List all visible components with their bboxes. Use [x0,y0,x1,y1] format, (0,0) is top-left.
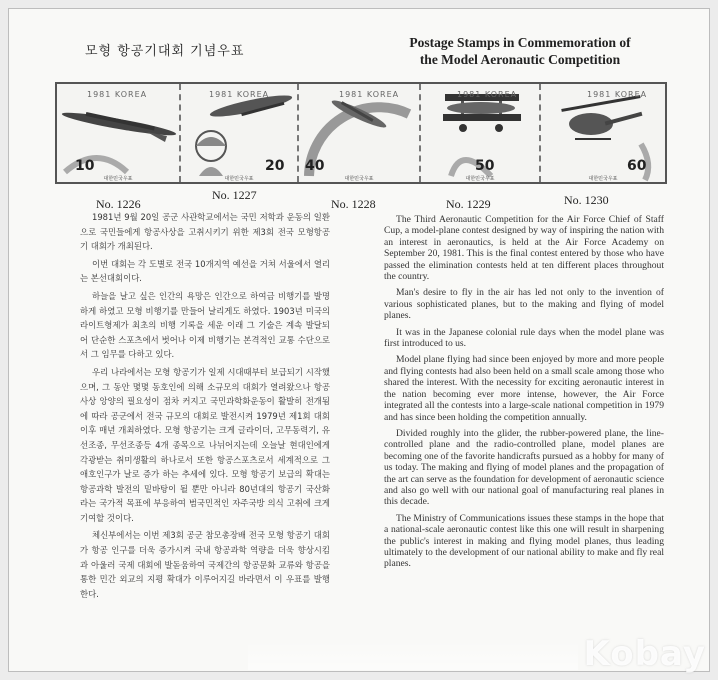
english-paragraph: The Third Aeronautic Competition for the Air Force Chief of Staff Cup, a model-plane contest designed by way of inspiring the nation with an interest in aeronautics, is held at the Air Force Academy on September 20, 1981. This is the final contest entered by those who have passed the elimination contests held at ten different places throughout the country. [384,214,664,283]
stamp-caption: 대한민국우표 [465,176,495,182]
stamp-strip [55,82,667,184]
stamp-denomination: 20 [265,158,285,174]
stamp-denomination: 60 [627,158,647,174]
english-text-column [384,214,664,575]
stamp-glider [57,84,181,182]
stamp-number-1229: No. 1229 [446,197,491,211]
stamp-caption: 대한민국우표 [588,176,618,182]
stamp-country-label: 1981 KOREA [587,90,648,99]
stamp-helicopter [541,84,665,182]
stamp-line-controlled [299,84,421,182]
watermark: Kobay [583,634,706,674]
stamp-radio-biplane [421,84,541,182]
stamp-denomination: 50 [475,158,495,174]
stamp-caption: 대한민국우표 [344,176,374,182]
english-paragraph: It was in the Japanese colonial rule days when the model plane was first introduced to us. [384,326,664,350]
english-title-line-2: the Model Aeronautic Competition [419,52,621,67]
korean-paragraph: 하늘을 날고 싶은 인간의 욕망은 인간으로 하여금 비행기를 발명하게 하였고 모형 비행기를 만들어 날리게도 하였다. 1903년 미국의 라이트형제가 최초의 비행 기록을 세운 이래 그 기술은 계속 발달되어 단순한 스포츠에서 벗어나 이제 비행기는 본격적인 교통 수단으로서 그 임무를 다하고 있다. [80,290,330,360]
stamp-country-label: 1981 KOREA [457,90,518,99]
english-paragraph: Divided roughly into the glider, the rubber-powered plane, the line-controlled plane and the radio-controlled plane, model planes are becoming one of the favorite handicrafts pursued as a hobby for many of us today. The making and flying of model planes and the propagation of the art can serve as the foundation for development of aeronautic science and also go well with our national goal of manufacturing real planes in this decade. [384,427,664,508]
stamp-caption: 대한민국우표 [224,176,254,182]
stamp-number-1227: No. 1227 [212,188,257,202]
stamp-number-1230: No. 1230 [564,193,609,207]
watermark-swoosh [248,640,578,670]
stamp-country-label: 1981 KOREA [339,90,400,99]
stamp-country-label: 1981 KOREA [209,90,270,99]
stamp-denomination: 40 [305,158,325,174]
english-title-line-1: Postage Stamps in Commemoration of [409,35,631,50]
stamp-rubber-powered [181,84,299,182]
korean-paragraph: 체신부에서는 이번 제3회 공군 참모총장배 전국 모형 항공기 대회가 항공 인구를 더욱 증가시켜 국내 항공과학 역량을 더욱 향상시킴과 아울러 국제 대회에 발돋움하여 국제간의 항공문화 교류와 항공을 통한 민간 외교의 지평 확대가 이루어지길 바라면서 이 우표를 발행한다. [80,530,330,599]
stamp-denomination: 10 [75,158,95,174]
korean-title: 모형 항공기대회 기념우표 [85,44,245,59]
stamp-number-1228: No. 1228 [331,197,376,211]
english-paragraph: The Ministry of Communications issues these stamps in the hope that a national-scale aeronautic contest like this one will result in sharpening the public's interest in making and flying model planes, thus leading ultimately to the development of our national ability to make and fly real planes. [384,512,664,570]
stamp-number-1226: No. 1226 [96,197,141,211]
stamp-country-label: 1981 KOREA [87,90,148,99]
korean-paragraph: 이번 대회는 각 도별로 전국 10개지역 예선을 거쳐 서울에서 열리는 본선대회이다. [80,258,330,284]
english-title [360,34,680,68]
korean-paragraph: 1981년 9월 20일 공군 사관학교에서는 국민 저학과 운동의 일환으로 국민들에게 항공사상을 고취시키기 위한 제3회 전국 모형항공기 대회가 개최된다. [80,212,330,252]
korean-paragraph: 우리 나라에서는 모형 항공기가 일제 시대때부터 보급되기 시작했으며, 그 동안 몇몇 동호인에 의해 소규모의 대회가 열려왔으나 항공 사상 앙양의 필요성이 점차 커지고 국민과학화운동이 활발히 전개됨에 따라 공군에서 전국 규모의 대회로 발전시켜 1979년 제1회 대회 이후 매년 개최하였다. 모형 항공기는 크게 글라이더, 고무동력기, 유선조종, 무선조종등 4개 종목으로 나뉘어지는데 오늘날 현대인에게 각광받는 취미생활의 하나로서 또한 항공스포츠로서 세계적으로 그 애호인구가 날로 증가 하는 추세에 있다. 모형 항공기 보급의 확대는 항공과학 발전의 밑바탕이 될 뿐만 아니라 80년대의 항공기 국산화라는 국가적 목표에 부응하여 범국민적인 자주국방 의식 고취에 크게 기여할 것이다. [80,366,330,523]
stamp-caption: 대한민국우표 [103,176,133,182]
english-paragraph: Model plane flying had since been enjoyed by more and more people and flying contests had also been held on a small scale among those who shared the interest. With the necessity for exciting aeronautic interest in the nation becoming ever more intense, however, the Air Force integrated all the contests into a large-scale national competition in 1979 and has since been holding the competition annually. [384,354,664,423]
korean-text-column [80,210,330,604]
english-paragraph: Man's desire to fly in the air has led not only to the invention of various sophisticated planes, but to the making and flying of model planes. [384,287,664,322]
